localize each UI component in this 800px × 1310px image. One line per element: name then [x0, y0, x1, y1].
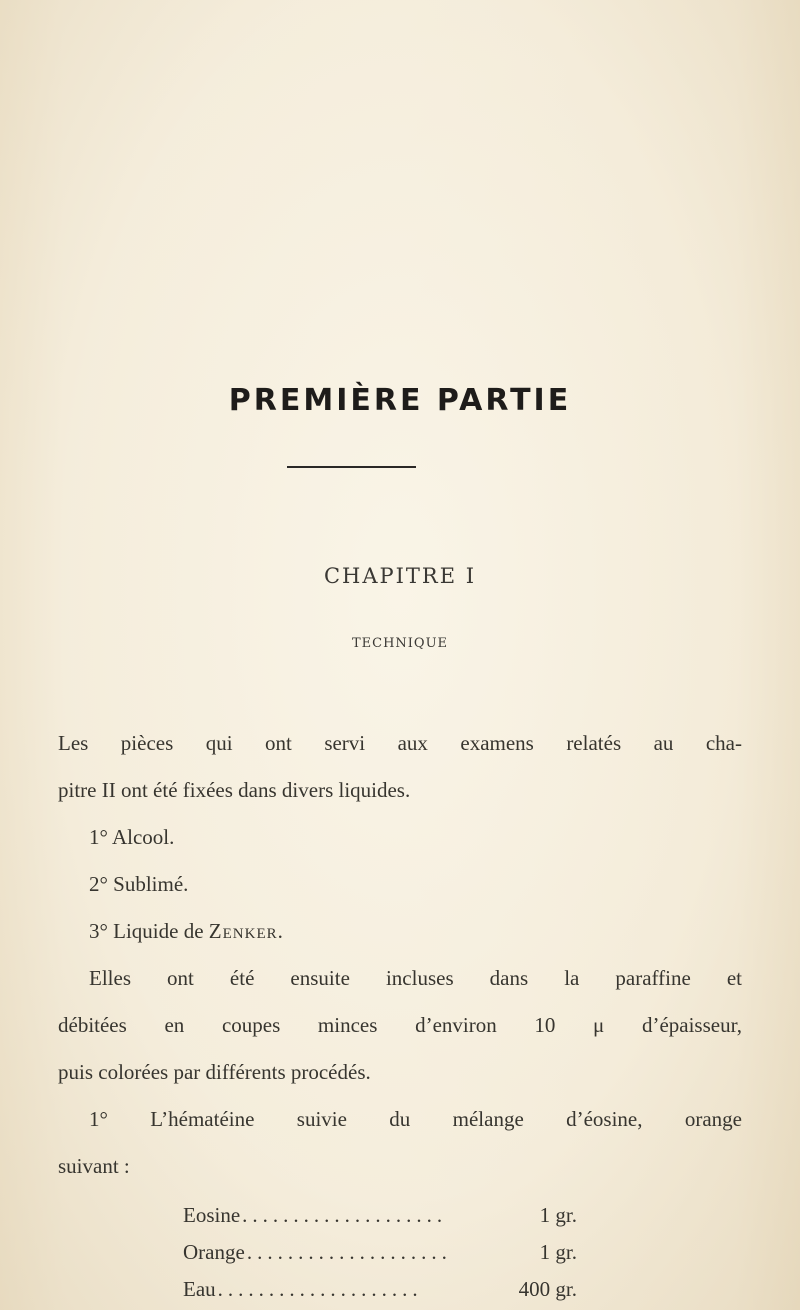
chapter-subtitle: TECHNIQUE [351, 636, 449, 651]
recipe-name: Eosine [183, 1203, 241, 1227]
recipe-qty: 1 gr. [539, 1240, 577, 1264]
text-line-2: pitre II ont été fixées dans divers liquides. [58, 778, 411, 802]
text-line-1: Les pièces qui ont servi aux examens relatés au cha- [58, 731, 742, 755]
text-line-6: Elles ont été ensuite incluses dans la paraffine et [89, 966, 742, 990]
list-item-alcool: 1° Alcool. [89, 825, 175, 849]
chapter-heading: CHAPITRE I [323, 564, 477, 588]
part-title: PREMIÈRE PARTIE [228, 383, 572, 418]
leader-dots: .................... [217, 1277, 423, 1301]
recipe-name: Eau [183, 1277, 216, 1301]
recipe-name: Orange [183, 1240, 245, 1264]
recipe-row-eosine [183, 1203, 577, 1228]
recipe-row-orange [183, 1240, 577, 1265]
text-line-9: 1° L’hématéine suivie du mélange d’éosine, orange [89, 1107, 742, 1131]
text-line-10: suivant : [58, 1154, 130, 1178]
recipe-qty: 400 gr. [518, 1277, 577, 1301]
author-name-zenker: Zenker. [208, 919, 284, 943]
recipe-qty: 1 gr. [539, 1203, 577, 1227]
leader-dots: .................... [246, 1240, 452, 1264]
text-line-7: débitées en coupes minces d’environ 10 μ d’épaisseur, [58, 1013, 742, 1037]
title-rule [287, 466, 416, 468]
leader-dots: .................... [242, 1203, 448, 1227]
list-item-sublime: 2° Sublimé. [89, 872, 189, 896]
list-item-zenker [89, 919, 284, 944]
list-item-zenker-prefix: 3° Liquide de [89, 919, 209, 943]
text-line-8: puis colorées par différents procédés. [58, 1060, 371, 1084]
recipe-row-eau [183, 1277, 577, 1302]
